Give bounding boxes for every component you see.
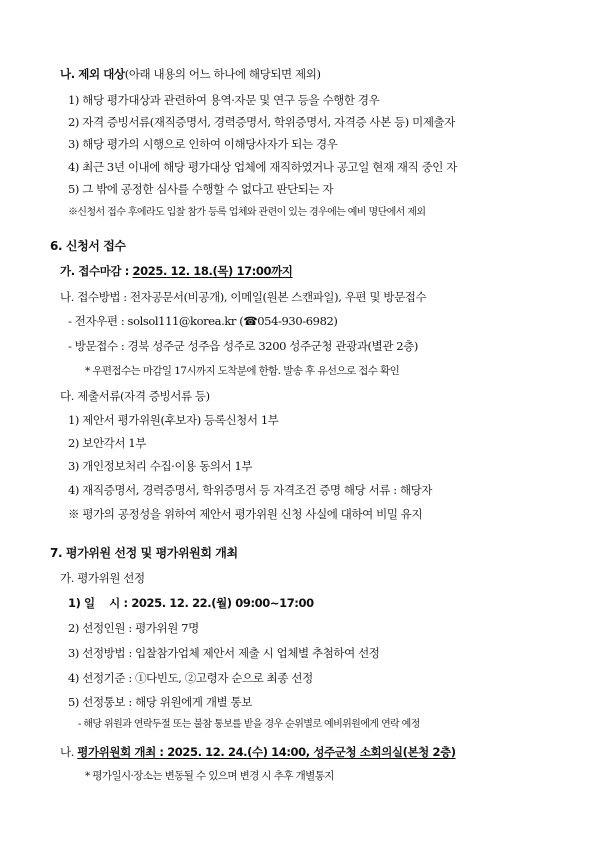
exclusion-item: 5) 그 밖에 공정한 심사를 수행할 수 없다고 판단되는 자 [68, 182, 334, 196]
schedule-note: * 평가일시·장소는 변동될 수 있으며 변경 시 추후 개별통지 [85, 770, 334, 782]
visit-address: - 방문접수 : 경북 성주군 성주읍 성주로 3200 성주군청 관광과(별관 2층) [68, 339, 418, 353]
selection-item: 4) 선정기준 : ①다빈도, ②고령자 순으로 최종 선정 [68, 671, 313, 685]
deadline-label: 접수마감 : [78, 264, 133, 278]
exclusion-footnote: ※신청서 접수 후에라도 입찰 참가 등록 업체와 관련이 있는 경우에는 예비 명단에서 제외 [68, 207, 426, 218]
exclusion-item: 4) 최근 3년 이내에 해당 평가대상 업체에 재직하였거나 공고일 현재 재직 중인 자 [68, 160, 457, 174]
selection-date-value: 2025. 12. 22.(월) 09:00~17:00 [131, 596, 314, 610]
notification-note: - 해당 위원과 연락두절 또는 불참 통보를 받을 경우 순위별로 예비위원에게 연락 예정 [78, 719, 420, 730]
document-item: 4) 재직증명서, 경력증명서, 학위증명서 등 자격조건 증명 해당 서류 : 해당자 [68, 483, 433, 497]
exclusion-item: 2) 자격 증빙서류(재직증명서, 경력증명서, 학위증명서, 자격증 사본 등) 미제출자 [68, 115, 455, 129]
section-7-title: 7. 평가위원 선정 및 평가위원회 개최 [50, 546, 238, 560]
committee-line [60, 744, 456, 760]
exclusion-item: 3) 해당 평가의 시행으로 인하여 이해당사자가 되는 경우 [68, 137, 338, 151]
documents-heading: 다. 제출서류(자격 증빙서류 등) [60, 389, 210, 403]
deadline-line [60, 263, 293, 279]
selection-date-line [68, 595, 314, 611]
exclusion-label: 나. 제외 대상 [60, 67, 125, 81]
selection-item: 2) 선정인원 : 평가위원 7명 [68, 621, 199, 635]
committee-details: 평가위원회 개최 : 2025. 12. 24.(수) 14:00, 성주군청 소회의실(본청 2층) [77, 745, 456, 759]
confidentiality-note: ※ 평가의 공정성을 위하여 제안서 평가위원 신청 사실에 대하여 비밀 유지 [68, 507, 423, 521]
selection-heading: 가. 평가위원 선정 [60, 571, 145, 585]
exclusion-heading [60, 66, 321, 82]
document-item: 2) 보안각서 1부 [68, 436, 146, 450]
committee-prefix: 나. [60, 745, 78, 759]
exclusion-note: (아래 내용의 어느 하나에 해당되면 제외) [124, 67, 321, 81]
selection-date-label: 1) 일 시 : [68, 596, 132, 610]
section-6-title: 6. 신청서 접수 [50, 239, 126, 253]
selection-item: 3) 선정방법 : 입찰참가업체 제안서 제출 시 업체별 추첨하여 선정 [68, 646, 380, 660]
document-item: 3) 개인정보처리 수집·이용 동의서 1부 [68, 459, 253, 473]
submission-method: 나. 접수방법 : 전자공문서(비공개), 이메일(원본 스캔파일), 우편 및 방문접수 [60, 290, 427, 304]
deadline-value: 2025. 12. 18.(목) 17:00까지 [132, 264, 293, 278]
selection-item: 5) 선정통보 : 해당 위원에게 개별 통보 [68, 695, 252, 709]
email-contact: - 전자우편 : solsol111@korea.kr (☎054-930-6982) [68, 314, 338, 328]
exclusion-item: 1) 해당 평가대상과 관련하여 용역·자문 및 연구 등을 수행한 경우 [68, 93, 380, 107]
deadline-prefix: 가. [60, 264, 79, 278]
postal-note: * 우편접수는 마감일 17시까지 도착분에 한함. 발송 후 유선으로 접수 확인 [85, 365, 400, 377]
document-item: 1) 제안서 평가위원(후보자) 등록신청서 1부 [68, 413, 279, 427]
